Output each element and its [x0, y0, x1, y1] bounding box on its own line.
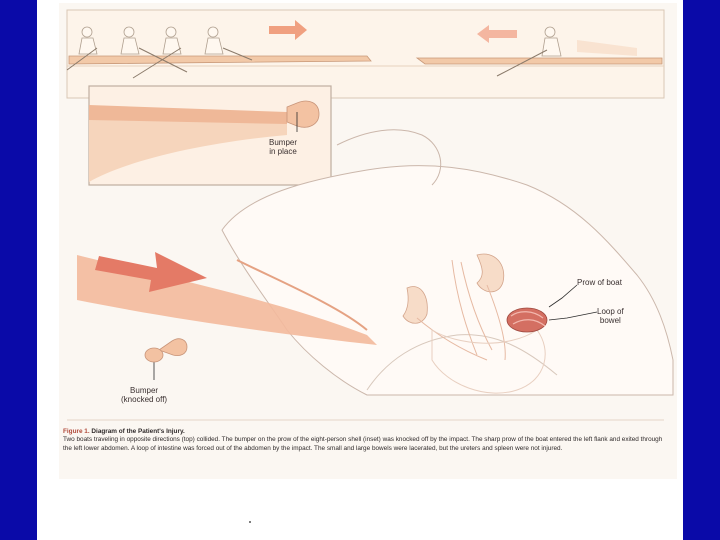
- figure-caption-text: Two boats traveling in opposite directions (top) collided. The bumper on the prow of the eight-person shell (inset) was knocked off by the impact. The sharp prow of the boat entered the left flank and exited through the left lower abdomen. A loop of intestine was forced out of the abdomen by the impact. The small and large bowels were lacerated, but the ureters and spleen were not injured.: [63, 436, 663, 452]
- boats-collision-panel: [67, 10, 664, 98]
- single-scull: [417, 58, 662, 64]
- bumper-inset: [89, 86, 331, 185]
- label-bumper-knocked-off: Bumper (knocked off): [121, 386, 168, 404]
- slide: [37, 0, 683, 540]
- injury-diagram: [37, 0, 683, 540]
- bowel-loop: [507, 308, 547, 332]
- figure-caption-title: Diagram of the Patient's Injury.: [91, 428, 185, 435]
- figure-caption: [63, 428, 663, 453]
- label-prow-of-boat: Prow of boat: [577, 278, 622, 287]
- scan-speck: [249, 521, 251, 523]
- figure-number: Figure 1.: [63, 428, 90, 435]
- bumper-knocked-off-drawing: [145, 339, 187, 362]
- label-loop-of-bowel: Loop of bowel: [597, 307, 624, 325]
- label-bumper-in-place: Bumper in place: [269, 138, 298, 156]
